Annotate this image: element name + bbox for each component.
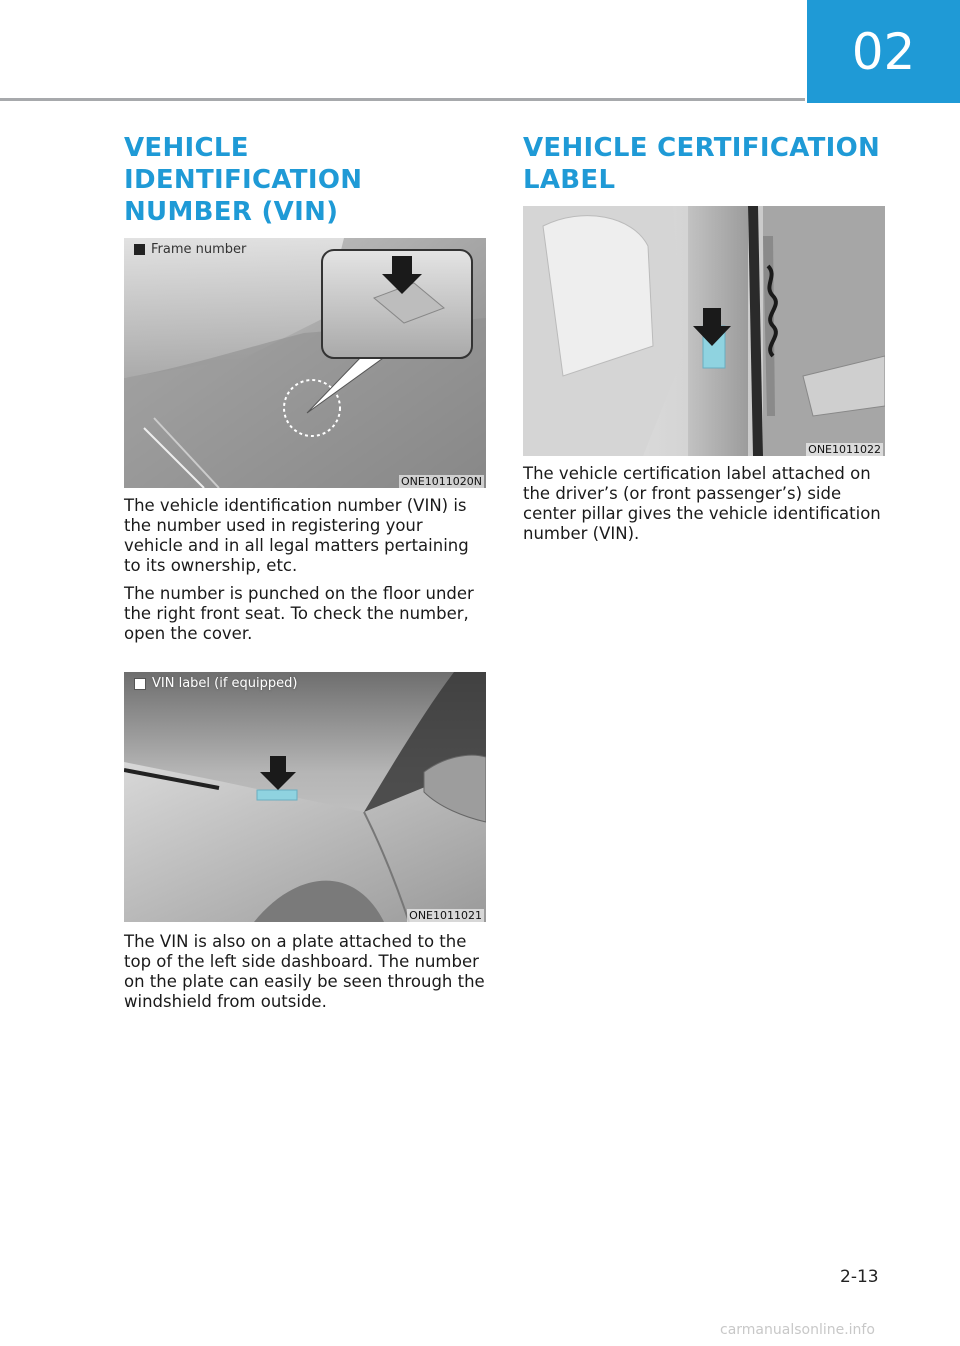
figure-code: ONE1011021 [409,909,482,922]
certification-label-figure [523,206,885,456]
vin-label-figure [124,672,486,922]
vin-paragraph-3: The VIN is also on a plate attached to the top of the left side dashboard. The number on the plate can easily be seen through the windshield from outside. [124,932,485,1011]
certification-paragraph: The vehicle certification label attached on the driver’s (or front passenger’s) side center pillar gives the vehicle identification number (VIN). [523,464,881,543]
chapter-tab [807,0,960,103]
chapter-number: 02 [851,22,916,81]
bullet-square-icon [134,678,146,690]
figure-caption [134,242,246,257]
frame-number-illustration [124,238,486,488]
vin-label-caption: VIN label (if equipped) [152,676,298,691]
vin-paragraph-2: The number is punched on the floor under the right front seat. To check the number, open the cover. [124,584,474,643]
vin-section-title: VEHICLE IDENTIFICATION NUMBER (VIN) [124,133,363,227]
figure-code: ONE1011020N [400,475,482,488]
frame-number-figure [124,238,486,488]
certification-label-illustration [523,206,885,456]
frame-number-caption: Frame number [151,242,247,257]
left-column [124,132,486,1012]
page-number: 2-13 [840,1267,879,1287]
vin-label-illustration [124,672,486,922]
vin-paragraph-1: The vehicle identification number (VIN) is the number used in registering your vehicle and in all legal matters pertaining to its ownership, etc. [124,496,469,575]
header-rule [0,98,805,101]
site-watermark: carmanualsonline.info [720,1322,875,1338]
bullet-square-icon [134,244,145,255]
figure-caption [134,676,297,691]
vin-plate [257,790,297,800]
figure-code: ONE1011022 [808,443,881,456]
right-column [523,132,885,544]
certification-section-title: VEHICLE CERTIFICATION LABEL [523,133,881,195]
